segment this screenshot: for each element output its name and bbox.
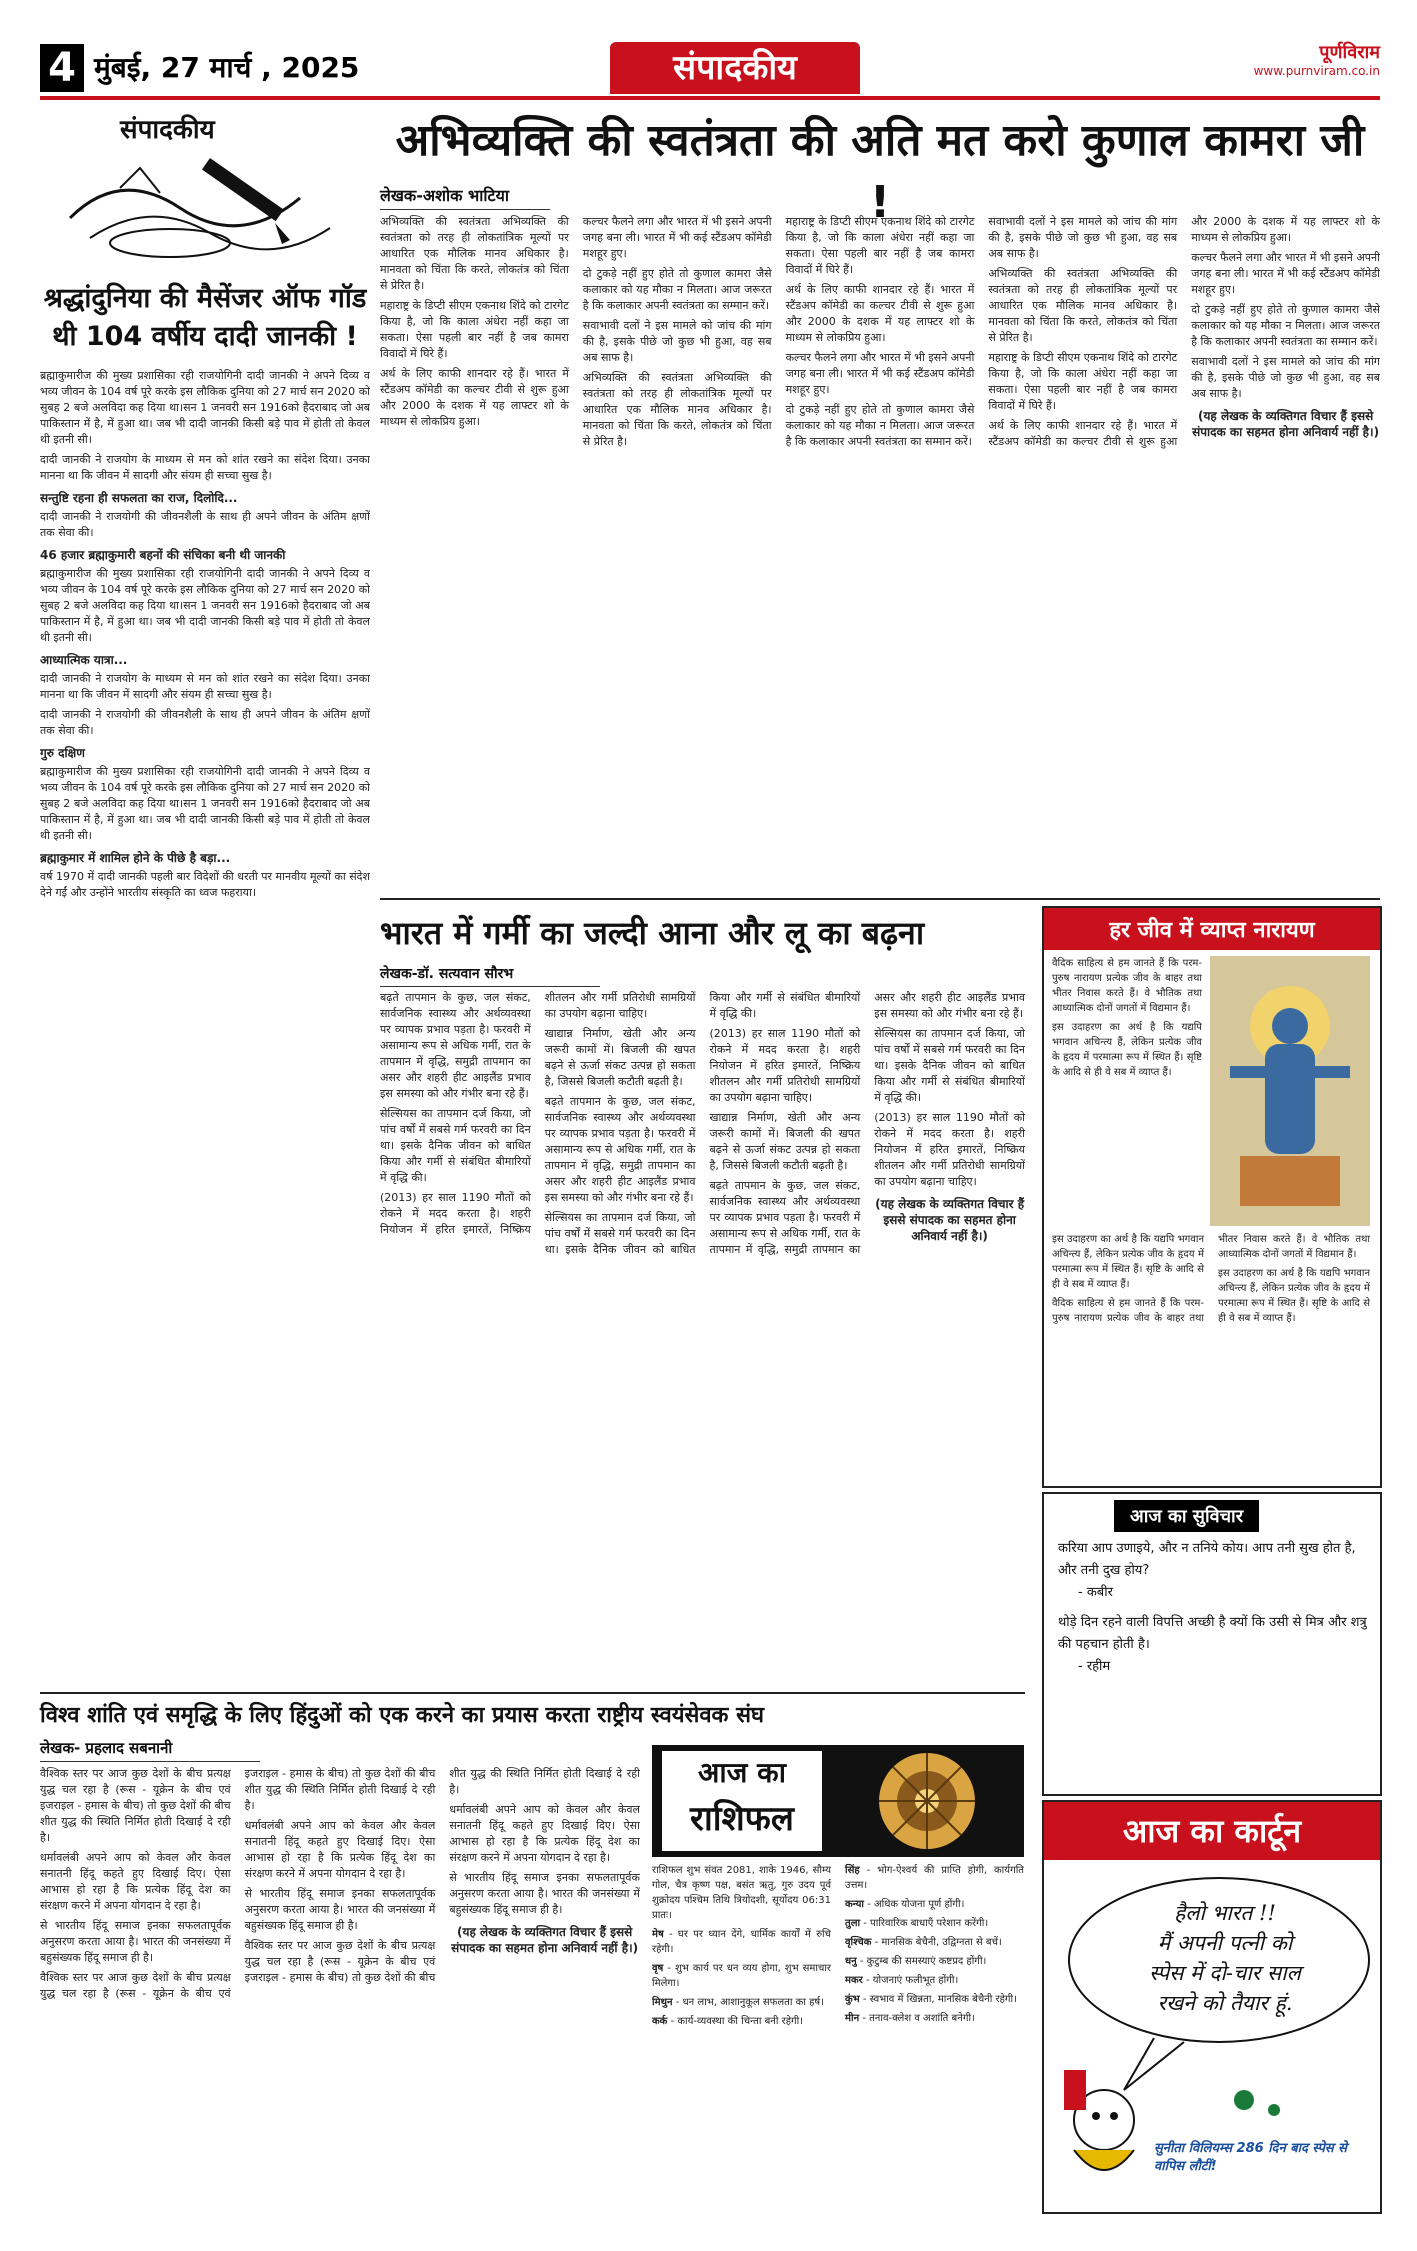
narayan-paragraph: इस उदाहरण का अर्थ है कि यद्यपि भगवान अचिन्त्य हैं, लेकिन प्रत्येक जीव के हृदय में परमात्मा रूप में स्थित हैं। सृष्टि के आदि से ही वे सब में व्याप्त हैं। [1218,1268,1370,1324]
bubble-line: हैलो भारत !! [1174,1901,1276,1925]
article-paragraph: खाद्यान्न निर्माण, खेती और अन्य जरूरी कामों में। बिजली की खपत बढ़ने से ऊर्जा संकट उत्पन्न हो सकता है, जिससे बिजली कटौती बढ़ती है। [544,1027,696,1088]
rashifal-sign: तुला [845,1918,861,1929]
article-paragraph: दो टुकड़े नहीं हुए होते तो कुणाल कामरा जैसे कलाकार को यह मौका न मिलता। आज जरूरत है कि कलाकार अपनी स्वतंत्रता का सम्मान करें। [785,403,975,448]
rashifal-text: - तनाव-क्लेश व अशांति बनेगी। [862,2013,975,2024]
article-paragraph: सवाभावी दलों ने इस मामले को जांच की मांग की है, इसके पीछे जो कुछ भी हुआ, वह सब अब साफ है। [988,215,1178,260]
article-paragraph: महाराष्ट्र के डिप्टी सीएम एकनाथ शिंदे को टारगेट किया है, जो कि काला अंधेरा नहीं कहा जा सकता। ऐसा पहली बार नहीं है जब कामरा विवादों में घिरे हैं। [380,299,569,360]
zodiac-wheel-icon [842,1749,1012,1853]
rashifal-item [652,2014,831,2029]
rashifal-item [845,1973,1024,1988]
brand-name: पूर्णविराम [1319,42,1380,63]
editorial-paragraph: वर्ष 1970 में दादी जानकी पहली बार विदेशों की धरती पर मानवीय मूल्यों का संदेश देने गईं और उन्होंने भारतीय संस्कृति का ध्वज फहराया। [40,870,370,899]
article-paragraph: अर्थ के लिए काफी शानदार रहे हैं। भारत में स्टैंडअप कॉमेडी का कल्चर टीवी से शुरू हुआ और 2000 के दशक में यह लाफ्टर शो के माध्यम से लोकप्रिय हुआ। [988,215,1380,448]
rashifal-item [845,1897,1024,1912]
heat-article-headline: भारत में गर्मी का जल्दी आना और लू का बढ़ना [380,914,925,952]
editorial-headline-line1: श्रद्धांदुनिया की मैसेंजर ऑफ गॉड [43,283,367,314]
editorial-headline [40,280,370,356]
page-number: 4 [40,44,84,92]
author-disclaimer: (यह लेखक के व्यक्तिगत विचार हैं इससे संपादक का सहमत होना अनिवार्य नहीं है।) [1192,409,1380,439]
article-paragraph: वैश्विक स्तर पर आज कुछ देशों के बीच प्रत्यक्ष युद्ध चल रहा है (रूस - यूक्रेन के बीच एवं इजराइल - हमास के बीच) तो कुछ देशों की बीच शीत युद्ध की स्थिति निर्मित होती दिखाई दे रही है। [40,1767,436,2000]
narayan-text-bottom [1052,1232,1370,1478]
editorial-paragraph: ब्रह्माकुमारीज की मुख्य प्रशासिका रही राजयोगिनी दादी जानकी ने अपने दिव्य व भव्य जीवन के 104 वर्ष पूरे करके इस लौकिक दुनिया को 27 मार्च सन 2020 को सुबह 2 बजे अलविदा कह दिया था।सन 1 जनवरी सन 1916को हैदराबाद जो अब पाकिस्तान में है, में हुआ था। जब भी दादी जानकी किसी बड़े पाव में होती तो केवल थी इतनी सी। [40,369,370,446]
editorial-badge [40,104,370,274]
main-article-body [380,214,1380,899]
brand-block [1254,40,1380,78]
rashifal-text: - कार्य-व्यवस्था की चिन्ता बनी रहेगी। [670,2016,804,2027]
rashifal-sign: सिंह [845,1865,860,1876]
cartoon-title: आज का कार्टून [1044,1802,1380,1860]
editorial-subhead: गुरु दक्षिण [40,746,85,760]
vishnu-illustration-icon [1210,956,1370,1226]
article-paragraph: अभिव्यक्ति की स्वतंत्रता अभिव्यक्ति की स्वतंत्रता को तरह ही लोकतांत्रिक मूल्यों पर आधारित एक मौलिक मानव अधिकार है। मानवता को चिंता कि करते, लोकतंत्र को चिंता से प्रेरित है। [582,371,772,448]
section-divider [40,1692,1025,1694]
article-paragraph: धर्मावलंबी अपने आप को केवल और केवल सनातनी हिंदू कहते हुए दिखाई दिए। ऐसा आभास हो रहा है कि प्रत्येक हिंदू देश का संरक्षण करने में अपना योगदान दे रहा है। [449,1803,640,1864]
article-paragraph: अर्थ के लिए काफी शानदार रहे हैं। भारत में स्टैंडअप कॉमेडी का कल्चर टीवी से शुरू हुआ और 2000 के दशक में यह लाफ्टर शो के माध्यम से लोकप्रिय हुआ। [380,367,569,428]
editorial-subhead: आध्यात्मिक यात्रा... [40,653,128,667]
editorial-column [40,104,370,1684]
quote-text-1: करिया आप उणाइये, और न तनिये कोय। आप तनी सुख होत है, और तनी दुख होय? [1058,1541,1356,1578]
rashifal-text: - मानसिक बेचैनी, उद्विग्नता से बचें। [874,1937,1002,1948]
rashifal-item [845,1992,1024,2007]
rashifal-text: - अधिक योजना पूर्ण होंगी। [867,1899,965,1910]
editorial-paragraph: दादी जानकी ने राजयोग के माध्यम से मन को शांत रखने का संदेश दिया। उनका मानना था कि जीवन में सादगी और संयम ही सच्चा सुख है। [40,672,370,701]
rashifal-sign: मकर [845,1975,863,1986]
rashifal-sign: कुंभ [845,1994,860,2005]
issue-date: मुंबई, 27 मार्च , 2025 [94,51,360,84]
section-title: संपादकीय [610,42,860,94]
rss-article-headline: विश्व शांति एवं समृद्धि के लिए हिंदुओं को एक करने का प्रयास करता राष्ट्रीय स्वयंसेवक संघ [40,1703,764,1728]
article-paragraph: सवाभावी दलों ने इस मामले को जांच की मांग की है, इसके पीछे जो कुछ भी हुआ, वह सब अब साफ है। [1191,355,1380,400]
heat-article-byline: लेखक-डॉ. सत्यवान सौरभ [380,964,600,987]
article-paragraph: महाराष्ट्र के डिप्टी सीएम एकनाथ शिंदे को टारगेट किया है, जो कि काला अंधेरा नहीं कहा जा सकता। ऐसा पहली बार नहीं है जब कामरा विवादों में घिरे हैं। [988,351,1178,412]
cartoon-caption: सुनीता विलियम्स 286 दिन बाद स्पेस से वापिस लौटीं! [1154,2141,1347,2174]
article-paragraph: बढ़ते तापमान के कुछ, जल संकट, सार्वजनिक स्वास्थ्य और अर्थव्यवस्था पर व्यापक प्रभाव पड़ता है। फरवरी में असामान्य रूप से अधिक गर्मी, रात के तापमान में वृद्धि, समुद्री तापमान का असर और शहरी हीट आइलैंड प्रभाव इस समस्या को और गंभीर बना रहे हैं। [544,1095,696,1204]
rashifal-item [652,1961,831,1991]
website-link[interactable]: www.purnviram.co.in [1253,64,1380,78]
article-paragraph: अभिव्यक्ति की स्वतंत्रता अभिव्यक्ति की स्वतंत्रता को तरह ही लोकतांत्रिक मूल्यों पर आधारित एक मौलिक मानव अधिकार है। मानवता को चिंता कि करते, लोकतंत्र को चिंता से प्रेरित है। [380,215,569,292]
heat-article-body [380,990,1025,1510]
author-disclaimer: (यह लेखक के व्यक्तिगत विचार हैं इससे संपादक का सहमत होना अनिवार्य नहीं है।) [451,1925,639,1955]
narayan-paragraph: वैदिक साहित्य से हम जानते हैं कि परम-पुरुष नारायण प्रत्येक जीव के बाहर तथा भीतर निवास करते हैं। वे भौतिक तथा आध्यात्मिक दोनों जगतों में विद्यमान हैं। [1052,1234,1370,1324]
bubble-line: रखने को तैयार हूं. [1157,1991,1293,2015]
editorial-paragraph: दादी जानकी ने राजयोगी की जीवनशैली के साथ ही अपने जीवन के अंतिम क्षणों तक सेवा की। [40,510,370,539]
bubble-line: स्पेस में दो-चार साल [1149,1961,1301,1985]
rashifal-sign: मेष [652,1929,664,1940]
article-paragraph: बढ़ते तापमान के कुछ, जल संकट, सार्वजनिक स्वास्थ्य और अर्थव्यवस्था पर व्यापक प्रभाव पड़ता है। फरवरी में असामान्य रूप से अधिक गर्मी, रात के तापमान में वृद्धि, समुद्री तापमान का असर और शहरी हीट आइलैंड प्रभाव इस समस्या को और गंभीर बना रहे हैं। [709,991,1025,1256]
section-divider [380,898,1380,900]
article-paragraph: सेल्सियस का तापमान दर्ज किया, जो पांच वर्षों में सबसे गर्म फरवरी का दिन था। इसके दैनिक जीवन को बाधित किया और गर्मी से संबंधित बीमारियों में वृद्धि की। [874,1027,1025,1104]
rashifal-item [845,1863,1024,1893]
rashifal-item [845,1935,1024,1950]
rashifal-sign: मीन [845,2013,860,2024]
article-paragraph: से भारतीय हिंदू समाज इनका सफलतापूर्वक अनुसरण करता आया है। भारत की जनसंख्या में बहुसंख्यक हिंदू समाज ही है। [244,1887,436,1932]
article-paragraph: से भारतीय हिंदू समाज इनका सफलतापूर्वक अनुसरण करता आया है। भारत की जनसंख्या में बहुसंख्यक हिंदू समाज ही है। [40,1919,231,1964]
article-paragraph: दो टुकड़े नहीं हुए होते तो कुणाल कामरा जैसे कलाकार को यह मौका न मिलता। आज जरूरत है कि कलाकार अपनी स्वतंत्रता का सम्मान करें। [1191,303,1380,348]
masthead [40,40,1380,96]
article-paragraph: बढ़ते तापमान के कुछ, जल संकट, सार्वजनिक स्वास्थ्य और अर्थव्यवस्था पर व्यापक प्रभाव पड़ता है। फरवरी में असामान्य रूप से अधिक गर्मी, रात के तापमान में वृद्धि, समुद्री तापमान का असर और शहरी हीट आइलैंड प्रभाव इस समस्या को और गंभीर बना रहे हैं। [380,991,531,1100]
article-paragraph: (2013) हर साल 1190 मौतों को रोकने में मदद करता है। शहरी नियोजन में हरित इमारतें, निष्क्रिय शीतलन और गर्मी प्रतिरोधी सामग्रियों का उपयोग बढ़ाना चाहिए। [380,991,696,1236]
rashifal-sign: धनु [845,1956,857,1967]
editorial-subhead: ब्रह्माकुमार में शामिल होने के पीछे है बड़ा... [40,851,231,865]
editorial-paragraph: दादी जानकी ने राजयोगी की जीवनशैली के साथ ही अपने जीवन के अंतिम क्षणों तक सेवा की। [40,708,370,737]
rashifal-sign: वृष [652,1963,664,1974]
article-paragraph: कल्चर फैलने लगा और भारत में भी इसने अपनी जगह बना ली। भारत में भी कई स्टैंडअप कॉमेडी मशहूर हुए। [785,351,975,396]
quote-title: आज का सुविचार [1114,1500,1259,1532]
article-paragraph: दो टुकड़े नहीं हुए होते तो कुणाल कामरा जैसे कलाकार को यह मौका न मिलता। आज जरूरत है कि कलाकार अपनी स्वतंत्रता का सम्मान करें। [582,267,772,312]
editorial-badge-label: संपादकीय [120,115,215,145]
rashifal-title-box [662,1751,822,1851]
narayan-box [1042,906,1382,1488]
article-paragraph: महाराष्ट्र के डिप्टी सीएम एकनाथ शिंदे को टारगेट किया है, जो कि काला अंधेरा नहीं कहा जा सकता। ऐसा पहली बार नहीं है जब कामरा विवादों में घिरे हैं। [785,215,975,276]
rashifal-sign: कन्या [845,1899,865,1910]
article-paragraph: वैश्विक स्तर पर आज कुछ देशों के बीच प्रत्यक्ष युद्ध चल रहा है (रूस - यूक्रेन के बीच एवं इजराइल - हमास के बीच) तो कुछ देशों की बीच शीत युद्ध की स्थिति निर्मित होती दिखाई दे रही है। [40,1767,231,1844]
rashifal-sign: वृश्चिक [845,1937,872,1948]
narayan-text-left [1052,956,1202,1226]
article-paragraph: खाद्यान्न निर्माण, खेती और अन्य जरूरी कामों में। बिजली की खपत बढ़ने से ऊर्जा संकट उत्पन्न हो सकता है, जिससे बिजली कटौती बढ़ती है। [709,1111,861,1172]
rashifal-item [652,1995,831,2010]
rashifal-intro: राशिफल शुभ संवत 2081, शाके 1946, सौम्य गोल, चैत्र कृष्ण पक्ष, बसंत ऋतु, गुरु उदय पूर्व शुक्रोदय पश्चिम तिथि त्रियोदशी, सूर्योदय 06:31 प्रातः। [652,1865,831,1921]
rashifal-banner [652,1745,1024,1857]
rashifal-text: - योजनाएं फलीभूत होंगी। [865,1975,959,1986]
quote-author-2: - रहीम [1078,1659,1111,1674]
rashifal-item [845,1916,1024,1931]
rashifal-text: - शुभ कार्य पर धन व्यय होगा, शुभ समाचार मिलेगा। [652,1963,831,1989]
rashifal-body [652,1863,1024,2208]
article-paragraph: से भारतीय हिंदू समाज इनका सफलतापूर्वक अनुसरण करता आया है। भारत की जनसंख्या में बहुसंख्यक हिंदू समाज ही है। [449,1871,640,1916]
main-article-headline: अभिव्यक्ति की स्वतंत्रता की अति मत करो कुणाल कामरा जी ! [395,115,1365,228]
editorial-subhead: सन्तुष्टि रहना ही सफलता का राज, दिलोदि... [40,491,238,505]
quote-author-1: - कबीर [1078,1585,1113,1600]
rashifal-item [652,1927,831,1957]
rashifal-title-line2: राशिफल [690,1799,794,1839]
narayan-paragraph: इस उदाहरण का अर्थ है कि यद्यपि भगवान अचिन्त्य हैं, लेकिन प्रत्येक जीव के हृदय में परमात्मा रूप में स्थित हैं। सृष्टि के आदि से ही वे सब में व्याप्त हैं। [1052,1234,1204,1290]
article-paragraph: कल्चर फैलने लगा और भारत में भी इसने अपनी जगह बना ली। भारत में भी कई स्टैंडअप कॉमेडी मशहूर हुए। [1191,251,1380,296]
pen-writing-icon [60,148,350,268]
editorial-subhead: 46 हजार ब्रह्माकुमारी बहनों की संचिका बनी थी जानकी [40,548,286,562]
article-paragraph: सेल्सियस का तापमान दर्ज किया, जो पांच वर्षों में सबसे गर्म फरवरी का दिन था। इसके दैनिक जीवन को बाधित किया और गर्मी से संबंधित बीमारियों में वृद्धि की। [380,1107,531,1184]
heat-article [380,906,1025,1516]
rss-article-byline: लेखक- प्रहलाद सबनानी [40,1738,260,1762]
article-paragraph: अर्थ के लिए काफी शानदार रहे हैं। भारत में स्टैंडअप कॉमेडी का कल्चर टीवी से शुरू हुआ और 2000 के दशक में यह लाफ्टर शो के माध्यम से लोकप्रिय हुआ। [785,283,975,344]
header-divider [40,96,1380,100]
bubble-line: मैं अपनी पत्नी को [1157,1931,1293,1955]
editorial-paragraph: दादी जानकी ने राजयोग के माध्यम से मन को शांत रखने का संदेश दिया। उनका मानना था कि जीवन में सादगी और संयम ही सच्चा सुख है। [40,453,370,482]
article-paragraph: वैश्विक स्तर पर आज कुछ देशों के बीच प्रत्यक्ष युद्ध चल रहा है (रूस - यूक्रेन के बीच एवं इजराइल - हमास के बीच) तो कुछ देशों की बीच शीत युद्ध की स्थिति निर्मित होती दिखाई दे रही है। [244,1767,640,1984]
article-paragraph: कल्चर फैलने लगा और भारत में भी इसने अपनी जगह बना ली। भारत में भी कई स्टैंडअप कॉमेडी मशहूर हुए। [582,215,772,260]
rss-article-body [40,1766,640,2206]
article-paragraph: धर्मावलंबी अपने आप को केवल और केवल सनातनी हिंदू कहते हुए दिखाई दिए। ऐसा आभास हो रहा है कि प्रत्येक हिंदू देश का संरक्षण करने में अपना योगदान दे रहा है। [40,1851,231,1912]
speech-bubble-text [1100,1898,1350,2018]
rashifal-text: - धन लाभ, आशानुकूल सफलता का हर्ष। [675,1997,824,2008]
article-paragraph: (2013) हर साल 1190 मौतों को रोकने में मदद करता है। शहरी नियोजन में हरित इमारतें, निष्क्रिय शीतलन और गर्मी प्रतिरोधी सामग्रियों का उपयोग बढ़ाना चाहिए। [874,1111,1025,1188]
rashifal-text: - भोग-ऐश्वर्य की प्राप्ति होगी, कार्यगति उत्तम। [845,1865,1024,1891]
rashifal-box [652,1745,1024,2210]
article-paragraph: धर्मावलंबी अपने आप को केवल और केवल सनातनी हिंदू कहते हुए दिखाई दिए। ऐसा आभास हो रहा है कि प्रत्येक हिंदू देश का संरक्षण करने में अपना योगदान दे रहा है। [244,1819,436,1880]
article-paragraph: अभिव्यक्ति की स्वतंत्रता अभिव्यक्ति की स्वतंत्रता को तरह ही लोकतांत्रिक मूल्यों पर आधारित एक मौलिक मानव अधिकार है। मानवता को चिंता कि करते, लोकतंत्र को चिंता से प्रेरित है। [988,267,1178,344]
rashifal-text: - स्वभाव में खिन्नता, मानसिक बेचैनी रहेगी। [862,1994,1017,2005]
cartoon-box [1042,1800,1382,2214]
quote-text-2: थोड़े दिन रहने वाली विपत्ति अच्छी है क्यों कि उसी से मित्र और शत्रु की पहचान होती है। [1058,1615,1367,1652]
rashifal-text: - कुटुम्ब की समस्याएं कष्टप्रद होंगी। [859,1956,987,1967]
article-paragraph: सेल्सियस का तापमान दर्ज किया, जो पांच वर्षों में सबसे गर्म फरवरी का दिन था। इसके दैनिक जीवन को बाधित किया और गर्मी से संबंधित बीमारियों में वृद्धि की। [544,991,861,1256]
quote-box [1042,1492,1382,1796]
rashifal-title-line1: आज का [698,1756,786,1789]
rashifal-item [845,1954,1024,1969]
rashifal-sign: कर्क [652,2016,668,2027]
narayan-paragraph: इस उदाहरण का अर्थ है कि यद्यपि भगवान अचिन्त्य हैं, लेकिन प्रत्येक जीव के हृदय में परमात्मा रूप में स्थित हैं। सृष्टि के आदि से ही वे सब में व्याप्त हैं। [1052,1022,1202,1078]
rashifal-text: - पारिवारिक बाधाएँ परेशान करेंगी। [863,1918,989,1929]
rashifal-sign: मिथुन [652,1997,673,2008]
rashifal-text: - घर पर ध्यान देंगे, धार्मिक कार्यों में रुचि रहेगी। [652,1929,831,1955]
main-article-byline: लेखक-अशोक भाटिया [380,184,550,210]
author-disclaimer: (यह लेखक के व्यक्तिगत विचार हैं इससे संपादक का सहमत होना अनिवार्य नहीं है।) [875,1197,1025,1243]
editorial-paragraph: ब्रह्माकुमारीज की मुख्य प्रशासिका रही राजयोगिनी दादी जानकी ने अपने दिव्य व भव्य जीवन के 104 वर्ष पूरे करके इस लौकिक दुनिया को 27 मार्च सन 2020 को सुबह 2 बजे अलविदा कह दिया था।सन 1 जनवरी सन 1916को हैदराबाद जो अब पाकिस्तान में है, में हुआ था। जब भी दादी जानकी किसी बड़े पाव में होती तो केवल थी इतनी सी। [40,765,370,842]
narayan-paragraph: वैदिक साहित्य से हम जानते हैं कि परम-पुरुष नारायण प्रत्येक जीव के बाहर तथा भीतर निवास करते हैं। वे भौतिक तथा आध्यात्मिक दोनों जगतों में विद्यमान हैं। [1052,958,1202,1014]
narayan-title: हर जीव में व्याप्त नारायण [1044,908,1380,950]
editorial-body [40,368,370,1678]
editorial-headline-line2: थी 104 वर्षीय दादी जानकी ! [52,321,358,352]
article-paragraph: सवाभावी दलों ने इस मामले को जांच की मांग की है, इसके पीछे जो कुछ भी हुआ, वह सब अब साफ है। [582,319,772,364]
quote-body [1058,1538,1368,1678]
main-article [380,104,1380,904]
article-paragraph: (2013) हर साल 1190 मौतों को रोकने में मदद करता है। शहरी नियोजन में हरित इमारतें, निष्क्रिय शीतलन और गर्मी प्रतिरोधी सामग्रियों का उपयोग बढ़ाना चाहिए। [709,1027,861,1104]
rashifal-item [845,2011,1024,2026]
editorial-paragraph: ब्रह्माकुमारीज की मुख्य प्रशासिका रही राजयोगिनी दादी जानकी ने अपने दिव्य व भव्य जीवन के 104 वर्ष पूरे करके इस लौकिक दुनिया को 27 मार्च सन 2020 को सुबह 2 बजे अलविदा कह दिया था।सन 1 जनवरी सन 1916को हैदराबाद जो अब पाकिस्तान में है, में हुआ था। जब भी दादी जानकी किसी बड़े पाव में होती तो केवल थी इतनी सी। [40,567,370,644]
